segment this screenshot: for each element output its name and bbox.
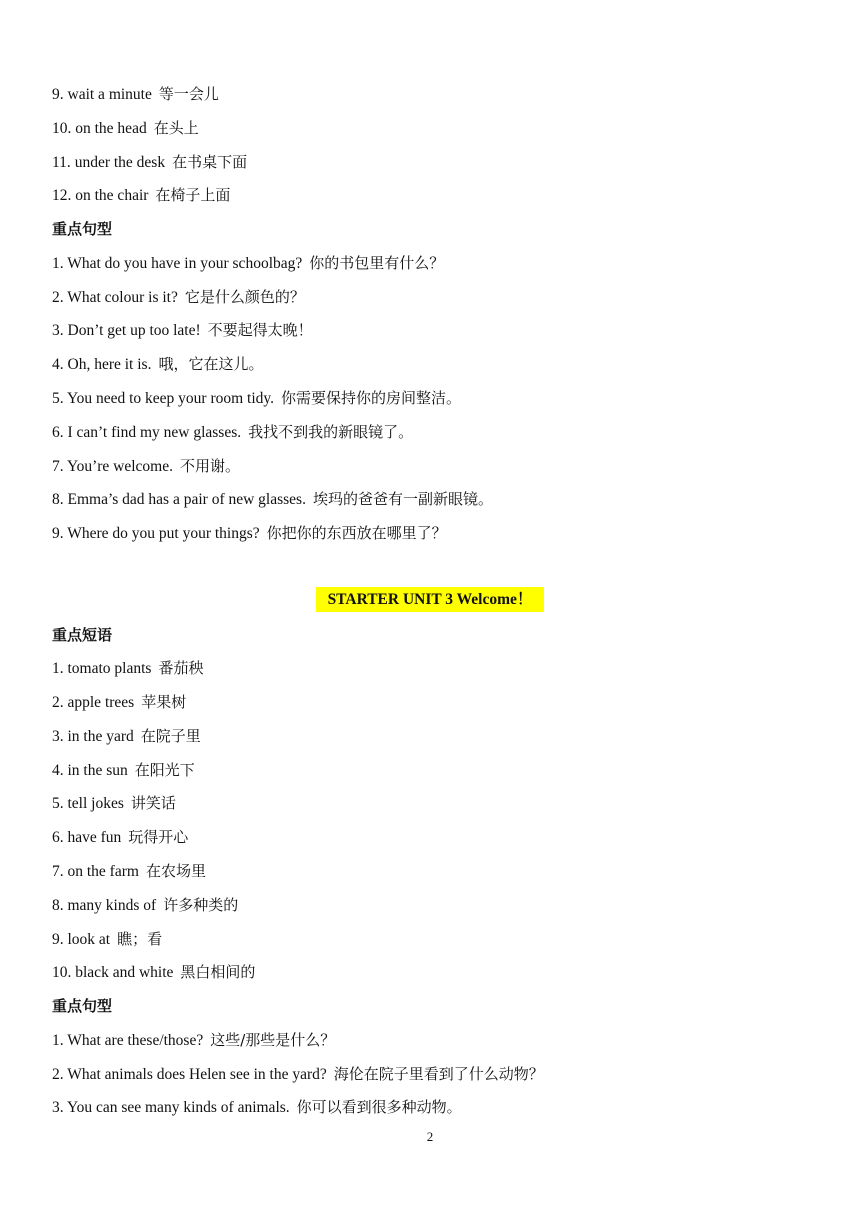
sentence-line: 4. Oh, here it is. 哦，它在这儿。	[52, 355, 264, 373]
sentence-line: 9. Where do you put your things? 你把你的东西放在哪里了？	[52, 524, 447, 542]
sentence-line: 3. Don’t get up too late! 不要起得太晚！	[52, 321, 313, 339]
page-number: 2	[426, 1129, 434, 1144]
section-heading-sentences: 重点句型	[52, 997, 113, 1015]
phrase-line: 9. look at 瞧；看	[52, 930, 163, 948]
phrase-line: 1. tomato plants 番茄秧	[52, 659, 204, 677]
sentence-line: 8. Emma’s dad has a pair of new glasses. 埃玛的爸爸有一副新眼镜。	[52, 490, 493, 508]
sentence-line: 5. You need to keep your room tidy. 你需要保持你的房间整洁。	[52, 389, 462, 407]
phrase-line: 3. in the yard 在院子里	[52, 727, 201, 745]
sentence-line: 2. What colour is it? 它是什么颜色的？	[52, 288, 305, 306]
phrase-line: 7. on the farm 在农场里	[52, 862, 206, 880]
phrase-line: 12. on the chair 在椅子上面	[52, 186, 231, 204]
unit-title: STARTER UNIT 3 Welcome！	[316, 587, 544, 612]
phrase-line: 11. under the desk 在书桌下面	[52, 153, 248, 171]
sentence-line: 1. What are these/those? 这些/那些是什么？	[52, 1031, 336, 1049]
sentence-line: 3. You can see many kinds of animals. 你可以看到很多种动物。	[52, 1098, 462, 1116]
section-heading-sentences: 重点句型	[52, 220, 113, 238]
phrase-line: 10. black and white 黑白相间的	[52, 963, 256, 981]
phrase-line: 9. wait a minute 等一会儿	[52, 85, 219, 103]
sentence-line: 1. What do you have in your schoolbag? 你的书包里有什么？	[52, 254, 445, 272]
sentence-line: 2. What animals does Helen see in the yard? 海伦在院子里看到了什么动物？	[52, 1065, 544, 1083]
sentence-line: 7. You’re welcome. 不用谢。	[52, 457, 240, 475]
phrase-line: 5. tell jokes 讲笑话	[52, 794, 176, 812]
phrase-line: 8. many kinds of 许多种类的	[52, 896, 239, 914]
phrase-line: 2. apple trees 苹果树	[52, 693, 187, 711]
sentence-line: 6. I can’t find my new glasses. 我找不到我的新眼镜了。	[52, 423, 414, 441]
section-heading-phrases: 重点短语	[52, 626, 113, 644]
phrase-line: 4. in the sun 在阳光下	[52, 761, 195, 779]
phrase-line: 10. on the head 在头上	[52, 119, 199, 137]
phrase-line: 6. have fun 玩得开心	[52, 828, 189, 846]
